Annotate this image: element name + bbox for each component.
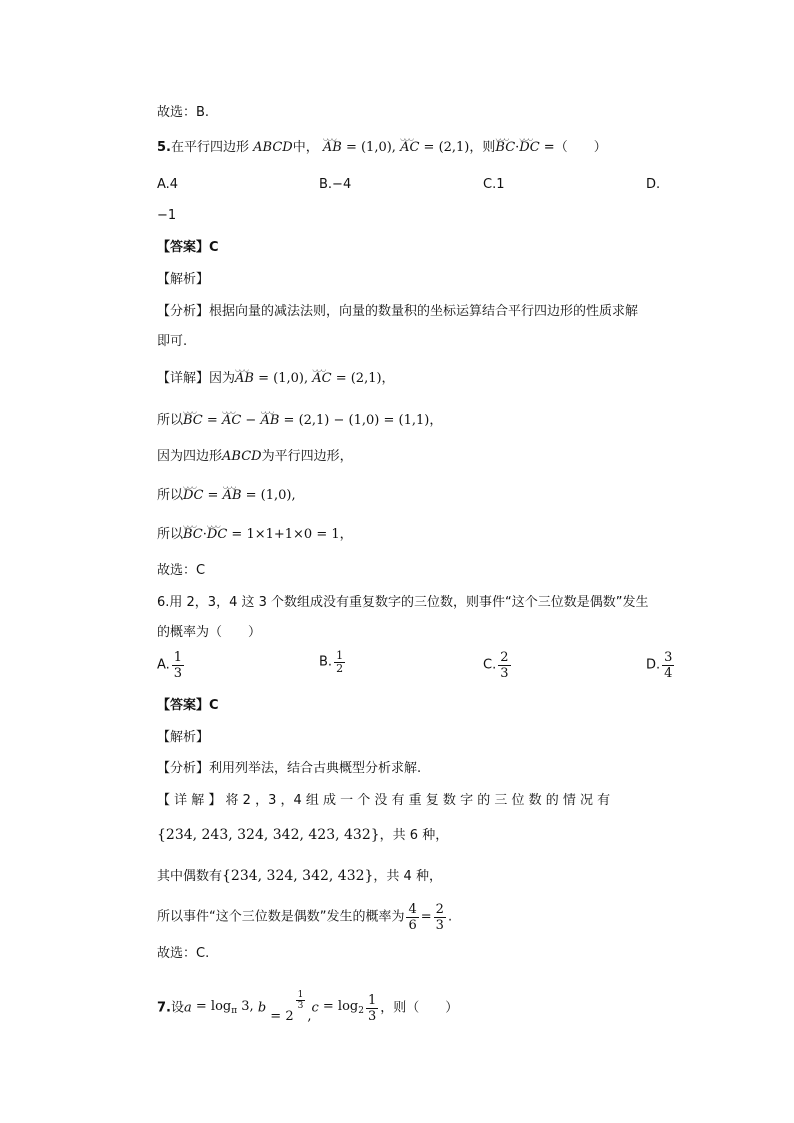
q5-abcd: ABCD bbox=[253, 140, 293, 155]
q5-text-3: ，则 bbox=[469, 140, 496, 155]
option-d bbox=[646, 650, 676, 681]
answer-label: 【答案】C bbox=[157, 698, 219, 713]
vector-bc: ◡◡◡ BC bbox=[183, 525, 203, 545]
option-letter: D. bbox=[646, 657, 661, 673]
detail-eq: = bbox=[203, 488, 223, 503]
detail-pre: 所以事件“这个三位数是偶数”发生的概率为 bbox=[157, 909, 405, 925]
denominator: 2 bbox=[336, 662, 344, 675]
numerator: 4 bbox=[408, 902, 417, 917]
fraction bbox=[406, 902, 418, 933]
detail-eq: = (2,1) bbox=[331, 371, 382, 386]
vector-ab: ◡◡◡ AB bbox=[323, 138, 342, 158]
detail-pre: 【详解】因为 bbox=[157, 371, 236, 386]
dot-operator: · bbox=[202, 527, 207, 542]
analysis-label: 【解析】 bbox=[157, 730, 210, 745]
vector-ac: ◡◡◡ AC bbox=[222, 411, 241, 431]
detail-line-4 bbox=[157, 486, 296, 506]
question-6: 6.用 2，3，4 这 3 个数组成没有重复数字的三位数，则事件“这个三位数是偶数”发生 bbox=[157, 595, 649, 610]
vector-dc: ◡◡◡ DC bbox=[207, 525, 227, 545]
option-letter: B. bbox=[319, 654, 333, 670]
numerator: 3 bbox=[664, 650, 673, 665]
number-set: {234, 324, 342, 432} bbox=[222, 868, 374, 884]
numerator: 1 bbox=[367, 993, 377, 1008]
option-letter: C. bbox=[483, 657, 497, 673]
numerator: 1 bbox=[297, 990, 304, 1000]
abcd: ABCD bbox=[222, 449, 262, 464]
equals: = bbox=[420, 909, 432, 925]
numerator: 1 bbox=[173, 650, 183, 665]
detail-post: . bbox=[447, 909, 453, 925]
fraction bbox=[172, 650, 184, 681]
detail-line-2 bbox=[157, 411, 442, 431]
dot-operator: · bbox=[515, 140, 520, 155]
log-base: π bbox=[231, 1005, 238, 1016]
var-c: c bbox=[311, 1000, 319, 1016]
analysis-text: 【分析】根据向量的减法法则，向量的数量积的坐标运算结合平行四边形的性质求解 bbox=[157, 304, 639, 319]
denominator: 3 bbox=[297, 1001, 304, 1011]
option-a bbox=[157, 650, 186, 681]
detail-post: ，共 4 种， bbox=[373, 869, 442, 884]
option-c: C.1 bbox=[483, 177, 505, 192]
q5-text-2: 中， bbox=[292, 140, 319, 155]
power-expr bbox=[266, 990, 312, 1024]
log-base: 2 bbox=[358, 1005, 364, 1016]
detail-eq: = (1,0), bbox=[253, 371, 313, 386]
q5-eq2: = (2,1) bbox=[419, 140, 470, 155]
denominator: 3 bbox=[367, 1009, 377, 1024]
vector-ac: ◡◡◡ AC bbox=[312, 369, 331, 389]
vector-ab: ◡◡◡ AB bbox=[223, 486, 242, 506]
detail-post: ， bbox=[429, 413, 443, 428]
detail-line-5 bbox=[157, 525, 353, 545]
fraction bbox=[498, 650, 510, 681]
var-a: a bbox=[184, 1000, 192, 1016]
question-5 bbox=[157, 138, 607, 158]
option-b: B.−4 bbox=[319, 177, 352, 192]
q5-eq3: =（ ） bbox=[539, 140, 607, 155]
log-arg: 3, bbox=[237, 998, 258, 1014]
denominator: 6 bbox=[408, 918, 417, 933]
denominator: 3 bbox=[500, 666, 509, 681]
detail-eq: = (1,0), bbox=[241, 488, 296, 503]
detail-post: ，共 6 种， bbox=[379, 828, 449, 843]
power-base: = 2 bbox=[266, 1009, 294, 1024]
detail-eq: = (2,1) − (1,0) = (1,1) bbox=[279, 413, 430, 428]
q5-eq1: = (1,0), bbox=[341, 140, 401, 155]
answer-label: 【答案】C bbox=[157, 240, 219, 255]
question-number: 5. bbox=[157, 140, 171, 155]
previous-answer-line: 故选：B. bbox=[157, 105, 210, 120]
comma: , bbox=[307, 1009, 312, 1024]
detail-pre: 所以 bbox=[157, 413, 184, 428]
number-set: {234, 243, 324, 342, 423, 432} bbox=[157, 827, 380, 843]
numerator: 1 bbox=[336, 649, 344, 662]
vector-ab: ◡◡◡ AB bbox=[235, 369, 254, 389]
detail-pre: 所以 bbox=[157, 488, 184, 503]
option-d-value: −1 bbox=[157, 208, 177, 223]
analysis-text: 【分析】利用列举法，结合古典概型分析求解. bbox=[157, 761, 422, 776]
vector-ac: ◡◡◡ AC bbox=[400, 138, 419, 158]
vector-ab: ◡◡◡ AB bbox=[260, 411, 279, 431]
option-b bbox=[319, 650, 347, 675]
vector-bc: ◡◡◡ BC bbox=[183, 411, 203, 431]
detail-pre: 所以 bbox=[157, 527, 184, 542]
choice-line: 故选：C bbox=[157, 563, 206, 578]
choice-line: 故选：C. bbox=[157, 946, 210, 961]
vector-dc: ◡◡◡ DC bbox=[183, 486, 203, 506]
option-c bbox=[483, 650, 513, 681]
question-7 bbox=[157, 990, 458, 1027]
log-text: = log bbox=[318, 998, 359, 1014]
var-b: b bbox=[257, 1000, 267, 1016]
detail-line-1: 【 详 解 】 将 2 ，3 ，4 组 成 一 个 没 有 重 复 数 字 的 三 位 数 的 情 况 有 bbox=[157, 793, 611, 808]
detail-line-1 bbox=[157, 369, 395, 389]
denominator: 4 bbox=[664, 666, 673, 681]
q5-text-1: 在平行四边形 bbox=[170, 140, 249, 155]
exponent-fraction bbox=[296, 990, 306, 1011]
detail-post: 为平行四边形， bbox=[261, 449, 353, 464]
minus: − bbox=[241, 413, 261, 428]
fraction bbox=[334, 650, 345, 675]
vector-dc: ◡◡◡ DC bbox=[519, 138, 539, 158]
detail-eq: = bbox=[202, 413, 222, 428]
detail-pre: 其中偶数有 bbox=[157, 869, 223, 884]
detail-post: ， bbox=[339, 527, 353, 542]
detail-post: ， bbox=[381, 371, 395, 386]
q7-pre: 设 bbox=[170, 1000, 184, 1016]
detail-pre: 因为四边形 bbox=[157, 449, 223, 464]
numerator: 2 bbox=[500, 650, 509, 665]
fraction bbox=[434, 902, 446, 933]
denominator: 3 bbox=[435, 918, 444, 933]
question-6-cont: 的概率为（ ） bbox=[157, 625, 262, 640]
fraction bbox=[366, 993, 378, 1024]
analysis-label: 【解析】 bbox=[157, 272, 210, 287]
analysis-text-cont: 即可. bbox=[157, 334, 188, 349]
q7-post: ，则（ ） bbox=[380, 1000, 459, 1016]
detail-line-4 bbox=[157, 902, 452, 933]
option-a: A.4 bbox=[157, 177, 179, 192]
log-expr bbox=[319, 999, 364, 1014]
question-number: 7. bbox=[157, 1000, 171, 1016]
log-text: = log bbox=[191, 998, 232, 1014]
option-d: D. bbox=[646, 177, 661, 192]
denominator: 3 bbox=[173, 666, 183, 681]
vector-bc: ◡◡◡ BC bbox=[495, 138, 515, 158]
detail-line-3 bbox=[157, 447, 353, 467]
log-expr bbox=[192, 999, 258, 1014]
fraction bbox=[662, 650, 674, 681]
numerator: 2 bbox=[435, 902, 444, 917]
detail-eq: = 1×1+1×0 = 1 bbox=[227, 527, 340, 542]
detail-line-3 bbox=[157, 866, 442, 887]
detail-line-2 bbox=[157, 825, 448, 846]
option-letter: A. bbox=[157, 657, 170, 673]
